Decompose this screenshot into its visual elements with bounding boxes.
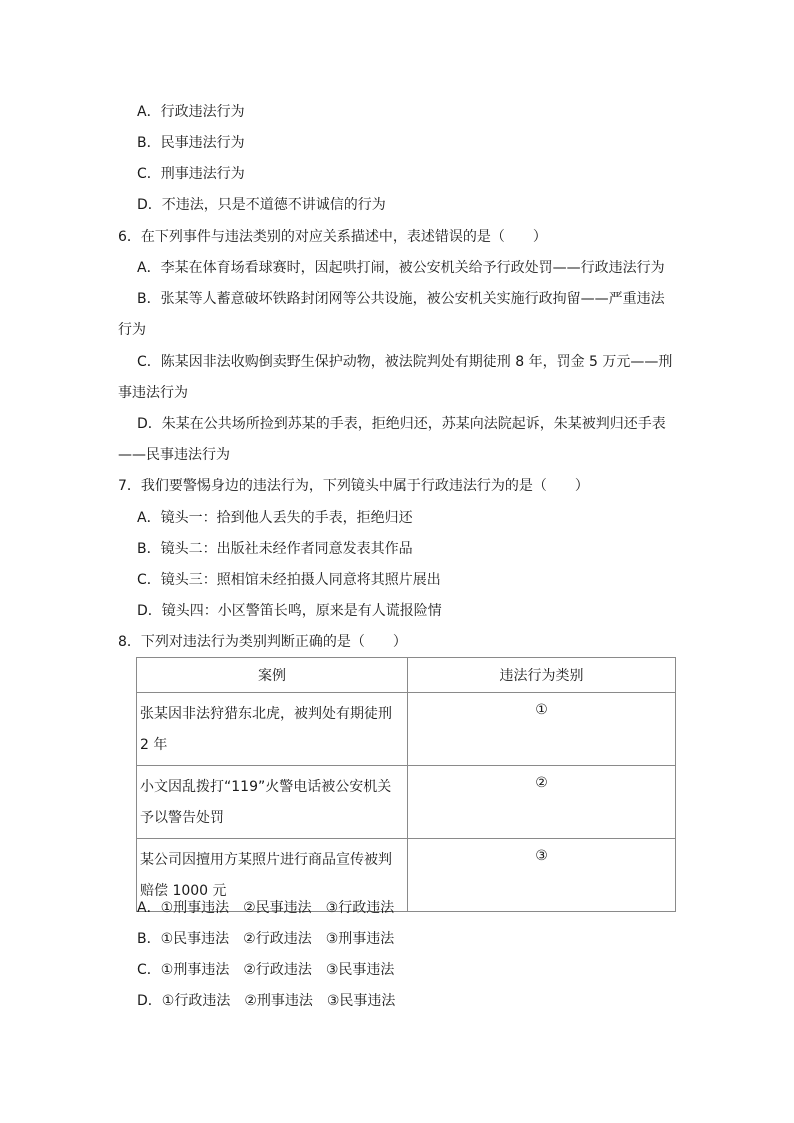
q8-option-c: C．①刑事违法 ②行政违法 ③民事违法 — [137, 962, 395, 978]
table-cell-mark: ③ — [535, 848, 548, 864]
q6-option-d-line1: D．朱某在公共场所捡到苏某的手表，拒绝归还，苏某向法院起诉，朱某被判归还手表 — [137, 416, 666, 432]
q6-option-b-line1: B．张某等人蓄意破坏铁路封闭网等公共设施，被公安机关实施行政拘留——严重违法 — [137, 291, 665, 307]
table-header-case: 案例 — [137, 658, 408, 693]
table-row — [137, 693, 676, 766]
table-cell-case: 小文因乱拨打“119”火警电话被公安机关予以警告处罚 — [140, 779, 392, 826]
q6-option-b-line2: 行为 — [118, 322, 146, 338]
q6-option-c-line1: C．陈某因非法收购倒卖野生保护动物，被法院判处有期徒刑 8 年，罚金 5 万元——刑 — [137, 354, 673, 370]
q7-option-b: B．镜头二：出版社未经作者同意发表其作品 — [137, 541, 413, 557]
q8-stem: 8．下列对违法行为类别判断正确的是（ ） — [118, 634, 407, 650]
q6-option-a: A．李某在体育场看球赛时，因起哄打闹，被公安机关给予行政处罚——行政违法行为 — [137, 260, 665, 276]
q7-option-d: D．镜头四：小区警笛长鸣，原来是有人谎报险情 — [137, 603, 442, 619]
q5-option-d: D．不违法，只是不道德不讲诚信的行为 — [137, 197, 386, 213]
q5-option-c: C．刑事违法行为 — [137, 166, 245, 182]
q7-stem: 7．我们要警惕身边的违法行为，下列镜头中属于行政违法行为的是（ ） — [118, 478, 589, 494]
table-row — [137, 766, 676, 839]
table-cell-mark: ① — [535, 702, 548, 718]
q7-option-a: A．镜头一：拾到他人丢失的手表，拒绝归还 — [137, 510, 413, 526]
q8-table — [136, 657, 676, 912]
q6-stem: 6．在下列事件与违法类别的对应关系描述中，表述错误的是（ ） — [118, 229, 547, 245]
q5-option-a: A．行政违法行为 — [137, 104, 245, 120]
q8-option-a: A．①刑事违法 ②民事违法 ③行政违法 — [137, 900, 395, 916]
table-header-row — [137, 658, 676, 693]
table-cell-case: 张某因非法狩猎东北虎，被判处有期徒刑 2 年 — [140, 706, 392, 753]
q5-option-b: B．民事违法行为 — [137, 135, 245, 151]
q7-option-c: C．镜头三：照相馆未经拍摄人同意将其照片展出 — [137, 572, 441, 588]
table-header-category: 违法行为类别 — [408, 658, 676, 693]
q8-option-b: B．①民事违法 ②行政违法 ③刑事违法 — [137, 931, 395, 947]
q8-option-d: D．①行政违法 ②刑事违法 ③民事违法 — [137, 993, 396, 1009]
q6-option-c-line2: 事违法行为 — [118, 385, 188, 401]
table-cell-case: 某公司因擅用方某照片进行商品宣传被判赔偿 1000 元 — [140, 852, 392, 899]
table-cell-mark: ② — [535, 775, 548, 791]
q6-option-d-line2: ——民事违法行为 — [118, 447, 230, 463]
